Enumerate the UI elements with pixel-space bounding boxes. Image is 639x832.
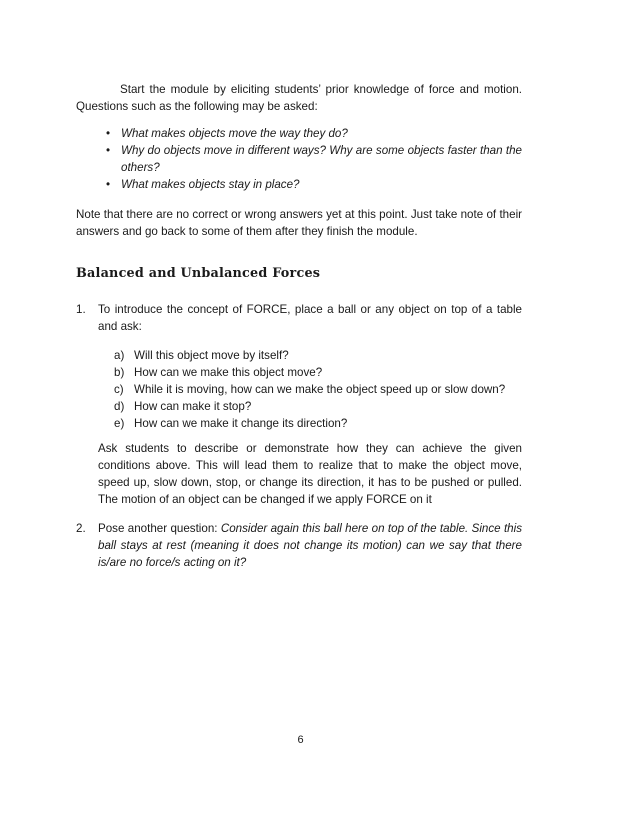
list-item-text: What makes objects stay in place? [121, 178, 300, 191]
item-text-italic: Consider again this ball here on top of the table. Since this ball stays at rest (meaning it does not change its motion) can we say that there is/are no force/s acting on it? [98, 522, 522, 569]
list-item-label: e) [114, 417, 125, 430]
list-item-text: While it is moving, how can we make the object speed up or slow down? [134, 383, 506, 396]
list-item-text: What makes objects move the way they do? [121, 127, 348, 140]
note-paragraph: Note that there are no correct or wrong answers yet at this point. Just take note of their answers and go back to some of them after they finish the module. [76, 208, 522, 238]
page-number: 6 [297, 734, 304, 746]
bullet-icon: • [106, 178, 111, 191]
bullet-icon: • [106, 144, 111, 157]
list-item [114, 347, 524, 364]
list-item [106, 142, 522, 176]
item-text [98, 520, 522, 571]
item-number: 2. [76, 522, 86, 535]
list-item [106, 125, 522, 142]
list-item-text: How can we make it change its direction? [134, 417, 348, 430]
list-item [114, 398, 524, 415]
intro-text: Start the module by eliciting students’ prior knowledge of force and motion. Questions such as the following may be asked: [76, 83, 522, 113]
intro-paragraph [76, 81, 522, 115]
list-item-text: Why do objects move in different ways? Why are some objects faster than the others? [121, 144, 522, 174]
list-item [114, 381, 524, 398]
list-item-text: How can we make this object move? [134, 366, 323, 379]
numbered-item-2 [76, 520, 522, 571]
sub-questions-list [114, 347, 524, 432]
list-item-text: Will this object move by itself? [134, 349, 289, 362]
list-item-label: a) [114, 349, 125, 362]
list-item [114, 364, 524, 381]
list-item [114, 415, 524, 432]
list-item-label: b) [114, 366, 125, 379]
item-text-plain: Pose another question: [98, 522, 221, 535]
bullet-icon: • [106, 127, 111, 140]
item-number: 1. [76, 303, 86, 316]
numbered-item-1 [76, 301, 522, 335]
item-text: To introduce the concept of FORCE, place a ball or any object on top of a table and ask: [98, 303, 522, 333]
list-item-text: How can make it stop? [134, 400, 252, 413]
list-item-label: d) [114, 400, 125, 413]
section-heading: Balanced and Unbalanced Forces [76, 266, 321, 281]
follow-up-paragraph: Ask students to describe or demonstrate how they can achieve the given conditions above. This will lead them to realize that to make the object move, speed up, slow down, stop, or change its direction, it has to be pushed or pulled. The motion of an object can be changed if we apply FORCE on it [98, 442, 522, 506]
list-item-label: c) [114, 383, 124, 396]
list-item [106, 176, 522, 193]
guide-questions-list [106, 125, 522, 193]
